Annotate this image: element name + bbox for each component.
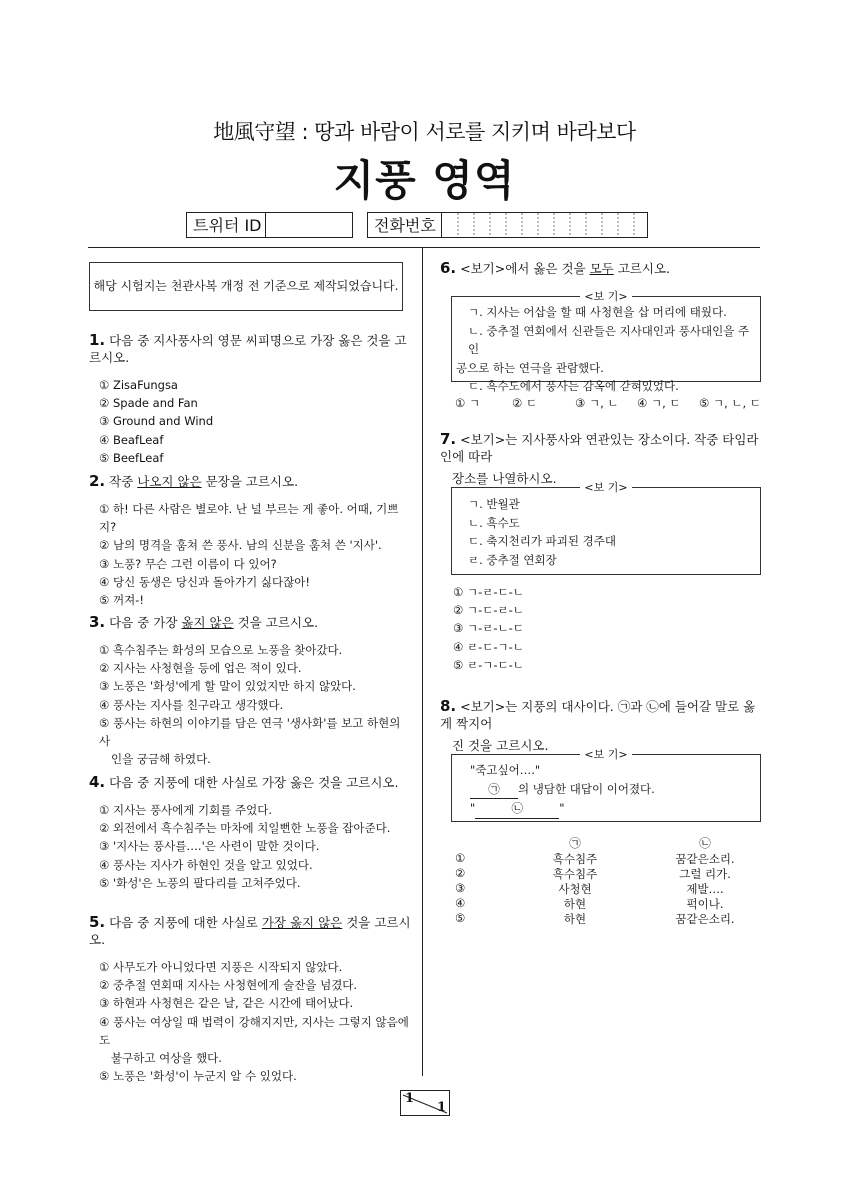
question-text-cont: 진 것을 고르시오. xyxy=(452,738,549,753)
option-5[interactable]: ⑤ '화성'은 노풍의 팔다리를 고쳐주었다. xyxy=(99,875,301,890)
option-1[interactable]: ① 사무도가 아니었다면 지풍은 시작되지 않았다. xyxy=(99,960,343,974)
row-a: 흑수침주 xyxy=(552,852,598,866)
q8-example-box xyxy=(451,748,761,822)
example-item: ㄱ. 지사는 어삽을 할 때 사청현을 삽 머리에 태웠다. xyxy=(468,305,727,319)
option-3[interactable]: ③ 노풍? 무슨 그런 이름이 다 있어? xyxy=(99,556,277,571)
option-5[interactable]: ⑤ 풍사는 하현의 이야기를 담은 연극 '생사화'를 보고 하현의 사 xyxy=(99,715,401,749)
question-3 xyxy=(89,614,414,768)
question-number: 7. xyxy=(440,430,457,448)
option-2[interactable]: ② 외전에서 흑수침주는 마차에 치일뻔한 노풍을 잡아준다. xyxy=(99,821,391,836)
row-a: 하현 xyxy=(563,912,587,926)
example-item: ㄴ. 중추절 연회에서 신관들은 지사대인과 풍사대인을 주인 xyxy=(468,323,750,356)
option-3[interactable]: ③ 하현과 사청현은 같은 날, 같은 시간에 태어났다. xyxy=(99,996,354,1011)
q7-example-box xyxy=(451,481,761,575)
option-3[interactable]: ③ 노풍은 '화성'에게 할 말이 있었지만 하지 않았다. xyxy=(99,679,356,694)
question-text-pre: 작중 xyxy=(109,474,138,489)
option-2[interactable]: ② Spade and Fan xyxy=(99,396,198,411)
column-header-b: ㉡ xyxy=(699,836,711,850)
answer-1[interactable]: ① ㄱ xyxy=(455,396,481,410)
row-a: 흑수침주 xyxy=(552,867,598,881)
question-underlined: 모두 xyxy=(589,261,614,276)
question-number: 8. xyxy=(440,697,457,715)
example-item: ㄹ. 중추절 연회장 xyxy=(468,552,557,567)
option-2[interactable]: ② 남의 명격을 훔쳐 쓴 풍사. 남의 신분을 훔쳐 쓴 '지사'. xyxy=(99,538,382,553)
example-item-cont: 공으로 하는 연극을 관람했다. xyxy=(456,360,604,375)
quote-line-1: "죽고싶어…." xyxy=(470,763,541,777)
option-4[interactable]: ④ ㄹ-ㄷ-ㄱ-ㄴ xyxy=(453,639,524,654)
option-2[interactable]: ② ㄱ-ㄷ-ㄹ-ㄴ xyxy=(453,603,524,618)
column-divider xyxy=(422,248,423,1076)
question-text-post: 것을 고르시오. xyxy=(89,915,411,947)
row-a: 사청현 xyxy=(558,882,592,896)
question-number: 6. xyxy=(440,259,457,277)
option-4-cont: 불구하고 여상을 했다. xyxy=(111,1051,222,1066)
exam-title: 지풍 영역 xyxy=(333,156,516,205)
example-item: ㄴ. 흑수도 xyxy=(468,515,520,530)
option-1[interactable]: ① ZisaFungsa xyxy=(99,378,178,392)
example-box-title: <보 기> xyxy=(580,481,631,494)
page-current: 1 xyxy=(405,1091,415,1106)
option-3[interactable]: ③ ㄱ-ㄹ-ㄴ-ㄷ xyxy=(453,621,524,636)
option-1[interactable]: ① ㄱ-ㄹ-ㄷ-ㄴ xyxy=(453,585,524,599)
q8-answer-table xyxy=(455,835,755,931)
question-2 xyxy=(89,473,414,609)
phone-field[interactable] xyxy=(441,212,648,238)
twitter-id-label: 트위터 ID xyxy=(186,212,266,238)
question-4 xyxy=(89,774,414,892)
row-a: 하현 xyxy=(563,897,587,911)
header-divider xyxy=(88,247,760,248)
option-1[interactable]: ① 흑수침주는 화성의 모습으로 노풍을 찾아갔다. xyxy=(99,643,343,657)
option-4[interactable]: ④ BeafLeaf xyxy=(99,432,164,447)
question-text: <보기>는 지풍의 대사이다. ㉠과 ㉡에 들어갈 말로 옳게 짝지어 xyxy=(440,699,756,731)
row-b: 꿈같은소리. xyxy=(675,852,735,866)
option-5[interactable]: ⑤ BeefLeaf xyxy=(99,450,164,465)
question-text-pre: 다음 중 지풍에 대한 사실로 xyxy=(109,915,262,930)
option-4[interactable]: ④ 풍사는 지사가 하현인 것을 알고 있었다. xyxy=(99,857,313,872)
quote-line-3 xyxy=(470,799,760,819)
question-text-post: 것을 고르시오. xyxy=(233,615,319,630)
question-1 xyxy=(89,332,414,467)
example-box-title: <보 기> xyxy=(580,748,631,761)
blank-b: ㉡ xyxy=(475,799,559,819)
option-3[interactable]: ③ Ground and Wind xyxy=(99,414,214,429)
quote-close: " xyxy=(559,801,565,815)
question-text: 다음 중 지풍에 대한 사실로 가장 옳은 것을 고르시오. xyxy=(109,775,399,790)
answer-2[interactable]: ② ㄷ xyxy=(512,396,538,410)
option-1[interactable]: ① 하! 다른 사람은 별로야. 난 널 부르는 게 좋아. 어때, 기쁘지? xyxy=(99,502,399,535)
row-number[interactable]: ① xyxy=(455,851,466,865)
option-3[interactable]: ③ '지사는 풍사를….'은 사련이 말한 것이다. xyxy=(99,839,320,854)
question-5 xyxy=(89,914,414,1085)
question-underlined: 나오지 않은 xyxy=(137,474,202,489)
column-header-a: ㉠ xyxy=(569,836,581,850)
quote-line-2 xyxy=(470,780,760,800)
quote-open: " xyxy=(470,801,476,815)
option-5[interactable]: ⑤ 꺼져-! xyxy=(99,593,144,608)
blank-a: ㉠ xyxy=(470,780,518,800)
example-box-title: <보 기> xyxy=(580,290,631,303)
example-item: ㄷ. 축지천리가 파괴된 경주대 xyxy=(468,534,616,548)
question-text-pre: 다음 중 가장 xyxy=(109,615,182,630)
answer-4[interactable]: ④ ㄱ, ㄷ xyxy=(637,396,681,410)
id-row xyxy=(186,212,648,240)
question-text: <보기>는 지사풍사와 연관있는 장소이다. 작중 타임라인에 따라 xyxy=(440,432,759,464)
page-total: 1 xyxy=(437,1100,447,1115)
quote-line-2-text: 의 냉담한 대답이 이어졌다. xyxy=(518,781,655,796)
question-number: 5. xyxy=(89,913,106,931)
row-b: 꿈같은소리. xyxy=(675,912,735,926)
phone-digit-dividers xyxy=(442,213,647,237)
option-4[interactable]: ④ 풍사는 여상일 때 법력이 강해지지만, 지사는 그렇지 않음에도 xyxy=(99,1014,409,1047)
q7-options xyxy=(443,583,743,674)
option-4[interactable]: ④ 풍사는 지사를 친구라고 생각했다. xyxy=(99,697,284,712)
question-number: 4. xyxy=(89,773,106,791)
question-6 xyxy=(440,260,765,277)
row-b: 제발…. xyxy=(686,882,724,896)
question-number: 1. xyxy=(89,331,106,349)
option-5-cont: 인을 궁금해 하였다. xyxy=(111,752,211,767)
row-number[interactable]: ⑤ xyxy=(455,911,466,925)
question-text-cont: 장소를 나열하시오. xyxy=(452,471,557,486)
question-text-post: 문장을 고르시오. xyxy=(201,474,299,489)
row-number[interactable]: ③ xyxy=(455,881,466,895)
option-2[interactable]: ② 중추절 연회때 지사는 사청현에게 술잔을 넘겼다. xyxy=(99,978,358,993)
question-text-post: 고르시오. xyxy=(613,261,670,276)
question-number: 3. xyxy=(89,613,106,631)
question-text-pre: <보기>에서 옳은 것을 xyxy=(460,261,590,276)
row-number[interactable]: ④ xyxy=(455,896,466,910)
example-item: ㄷ. 흑수도에서 풍사는 감옥에 갇혀있었다. xyxy=(468,379,679,393)
question-text: 다음 중 지사풍사의 영문 씨피명으로 가장 옳은 것을 고르시오. xyxy=(89,333,407,365)
phone-label: 전화번호 xyxy=(367,212,442,238)
question-number: 2. xyxy=(89,472,106,490)
question-underlined: 가장 옳지 않은 xyxy=(261,915,343,930)
row-b: 그럴 리가. xyxy=(679,867,731,881)
page-indicator xyxy=(400,1090,450,1116)
option-5[interactable]: ⑤ ㄹ-ㄱ-ㄷ-ㄴ xyxy=(453,657,524,672)
answer-3[interactable]: ③ ㄱ, ㄴ xyxy=(575,396,619,410)
exam-subtitle: 地風守望 : 땅과 바람이 서로를 지키며 바라보다 xyxy=(213,120,636,144)
twitter-id-field[interactable] xyxy=(265,212,353,238)
option-4[interactable]: ④ 당신 동생은 당신과 돌아가기 싫다잖아! xyxy=(99,574,310,589)
row-number[interactable]: ② xyxy=(455,866,466,880)
option-2[interactable]: ② 지사는 사청현을 등에 업은 적이 있다. xyxy=(99,661,302,676)
example-item: ㄱ. 반월관 xyxy=(468,497,520,511)
notice-box: 해당 시험지는 천관사복 개정 전 기준으로 제작되었습니다. xyxy=(89,262,403,311)
option-1[interactable]: ① 지사는 풍사에게 기회를 주었다. xyxy=(99,803,273,817)
question-underlined: 옳지 않은 xyxy=(181,615,234,630)
q6-example-box xyxy=(451,290,761,393)
row-b: 퍽이나. xyxy=(686,897,724,911)
answer-5[interactable]: ⑤ ㄱ, ㄴ, ㄷ xyxy=(699,396,761,410)
option-5[interactable]: ⑤ 노풍은 '화성'이 누군지 알 수 있었다. xyxy=(99,1069,297,1084)
